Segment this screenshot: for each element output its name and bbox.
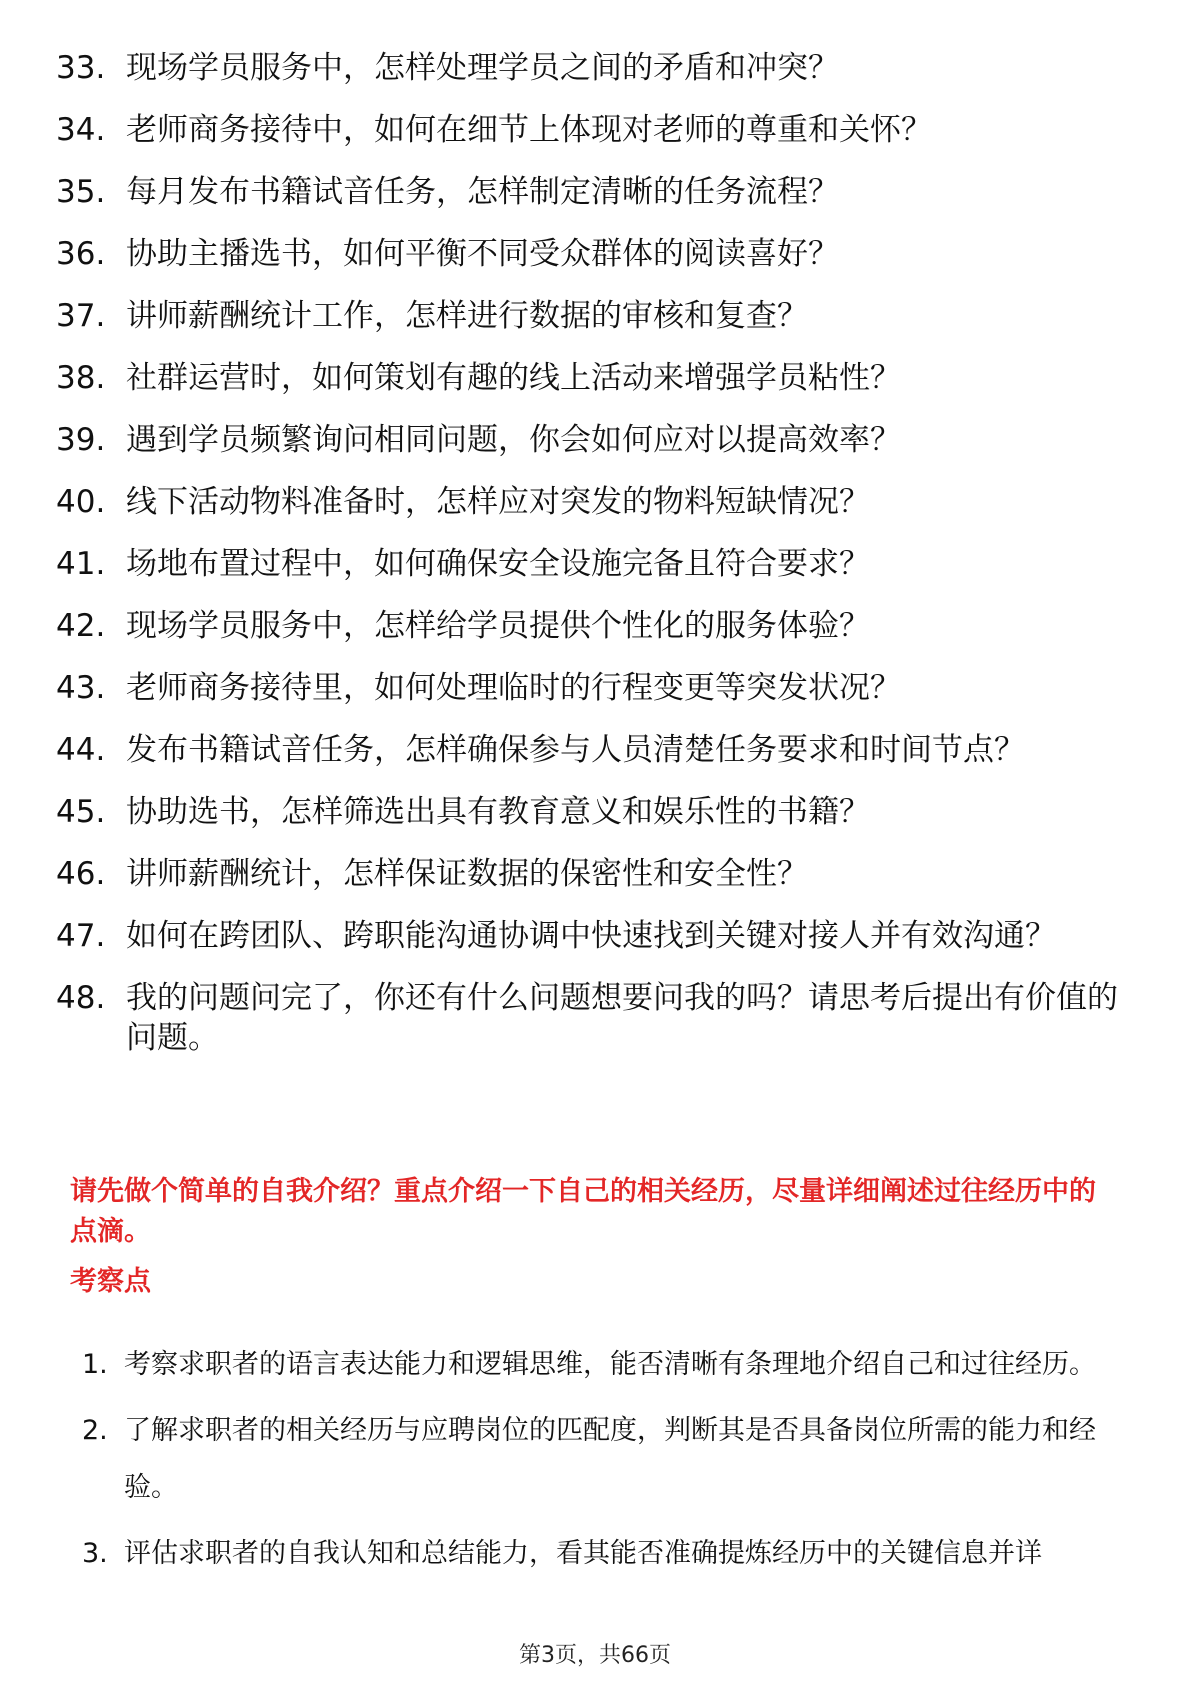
question-item bbox=[56, 668, 1136, 708]
question-number: 44. bbox=[56, 732, 106, 768]
question-number: 42. bbox=[56, 608, 106, 644]
question-text: 我的问题问完了，你还有什么问题想要问我的吗？请思考后提出有价值的问题。 bbox=[126, 980, 1118, 1056]
question-number: 37. bbox=[56, 298, 106, 334]
point-text: 了解求职者的相关经历与应聘岗位的匹配度，判断其是否具备岗位所需的能力和经验。 bbox=[124, 1415, 1096, 1503]
question-text: 发布书籍试音任务，怎样确保参与人员清楚任务要求和时间节点？ bbox=[126, 732, 1025, 768]
question-number: 43. bbox=[56, 670, 106, 706]
question-number: 35. bbox=[56, 174, 106, 210]
point-text: 评估求职者的自我认知和总结能力，看其能否准确提炼经历中的关键信息并详 bbox=[124, 1538, 1042, 1569]
question-item bbox=[56, 48, 1136, 88]
question-text: 社群运营时，如何策划有趣的线上活动来增强学员粘性？ bbox=[126, 360, 901, 396]
question-item bbox=[56, 854, 1136, 894]
question-item bbox=[56, 172, 1136, 212]
question-item bbox=[56, 296, 1136, 336]
question-text: 协助选书，怎样筛选出具有教育意义和娱乐性的书籍？ bbox=[126, 794, 870, 830]
question-text: 老师商务接待里，如何处理临时的行程变更等突发状况？ bbox=[126, 670, 901, 706]
question-number: 34. bbox=[56, 112, 106, 148]
point-text: 考察求职者的语言表达能力和逻辑思维，能否清晰有条理地介绍自己和过往经历。 bbox=[124, 1349, 1096, 1380]
question-number: 36. bbox=[56, 236, 106, 272]
question-text: 遇到学员频繁询问相同问题，你会如何应对以提高效率？ bbox=[126, 422, 901, 458]
question-text: 如何在跨团队、跨职能沟通协调中快速找到关键对接人并有效沟通？ bbox=[126, 918, 1056, 954]
question-number: 46. bbox=[56, 856, 106, 892]
question-text: 线下活动物料准备时，怎样应对突发的物料短缺情况？ bbox=[126, 484, 870, 520]
question-number: 38. bbox=[56, 360, 106, 396]
question-item bbox=[56, 978, 1136, 1058]
question-item bbox=[56, 730, 1136, 770]
question-list bbox=[56, 48, 1136, 1080]
question-number: 40. bbox=[56, 484, 106, 520]
point-item bbox=[82, 1402, 1122, 1516]
question-text: 现场学员服务中，怎样处理学员之间的矛盾和冲突？ bbox=[126, 50, 839, 86]
question-item bbox=[56, 110, 1136, 150]
question-item bbox=[56, 916, 1136, 956]
question-text: 讲师薪酬统计，怎样保证数据的保密性和安全性？ bbox=[126, 856, 808, 892]
question-item bbox=[56, 420, 1136, 460]
assessment-points bbox=[82, 1336, 1122, 1591]
question-number: 47. bbox=[56, 918, 106, 954]
section-title: 考察点 bbox=[70, 1266, 151, 1297]
intro-prompt: 请先做个简单的自我介绍？重点介绍一下自己的相关经历，尽量详细阐述过往经历中的点滴。 bbox=[70, 1176, 1096, 1247]
question-number: 45. bbox=[56, 794, 106, 830]
question-text: 讲师薪酬统计工作，怎样进行数据的审核和复查？ bbox=[126, 298, 808, 334]
question-item bbox=[56, 544, 1136, 584]
question-text: 现场学员服务中，怎样给学员提供个性化的服务体验？ bbox=[126, 608, 870, 644]
question-item bbox=[56, 234, 1136, 274]
question-number: 39. bbox=[56, 422, 106, 458]
question-number: 41. bbox=[56, 546, 106, 582]
question-item bbox=[56, 482, 1136, 522]
point-number: 1. bbox=[82, 1349, 108, 1380]
page-footer: 第3页，共66页 bbox=[519, 1643, 671, 1668]
question-item bbox=[56, 792, 1136, 832]
question-number: 48. bbox=[56, 980, 106, 1016]
point-number: 2. bbox=[82, 1415, 108, 1446]
point-number: 3. bbox=[82, 1538, 108, 1569]
question-text: 场地布置过程中，如何确保安全设施完备且符合要求？ bbox=[126, 546, 870, 582]
point-item bbox=[82, 1336, 1122, 1393]
question-text: 协助主播选书，如何平衡不同受众群体的阅读喜好？ bbox=[126, 236, 839, 272]
question-item bbox=[56, 358, 1136, 398]
point-item bbox=[82, 1525, 1122, 1582]
question-text: 老师商务接待中，如何在细节上体现对老师的尊重和关怀？ bbox=[126, 112, 932, 148]
question-text: 每月发布书籍试音任务，怎样制定清晰的任务流程？ bbox=[126, 174, 839, 210]
question-number: 33. bbox=[56, 50, 106, 86]
question-item bbox=[56, 606, 1136, 646]
